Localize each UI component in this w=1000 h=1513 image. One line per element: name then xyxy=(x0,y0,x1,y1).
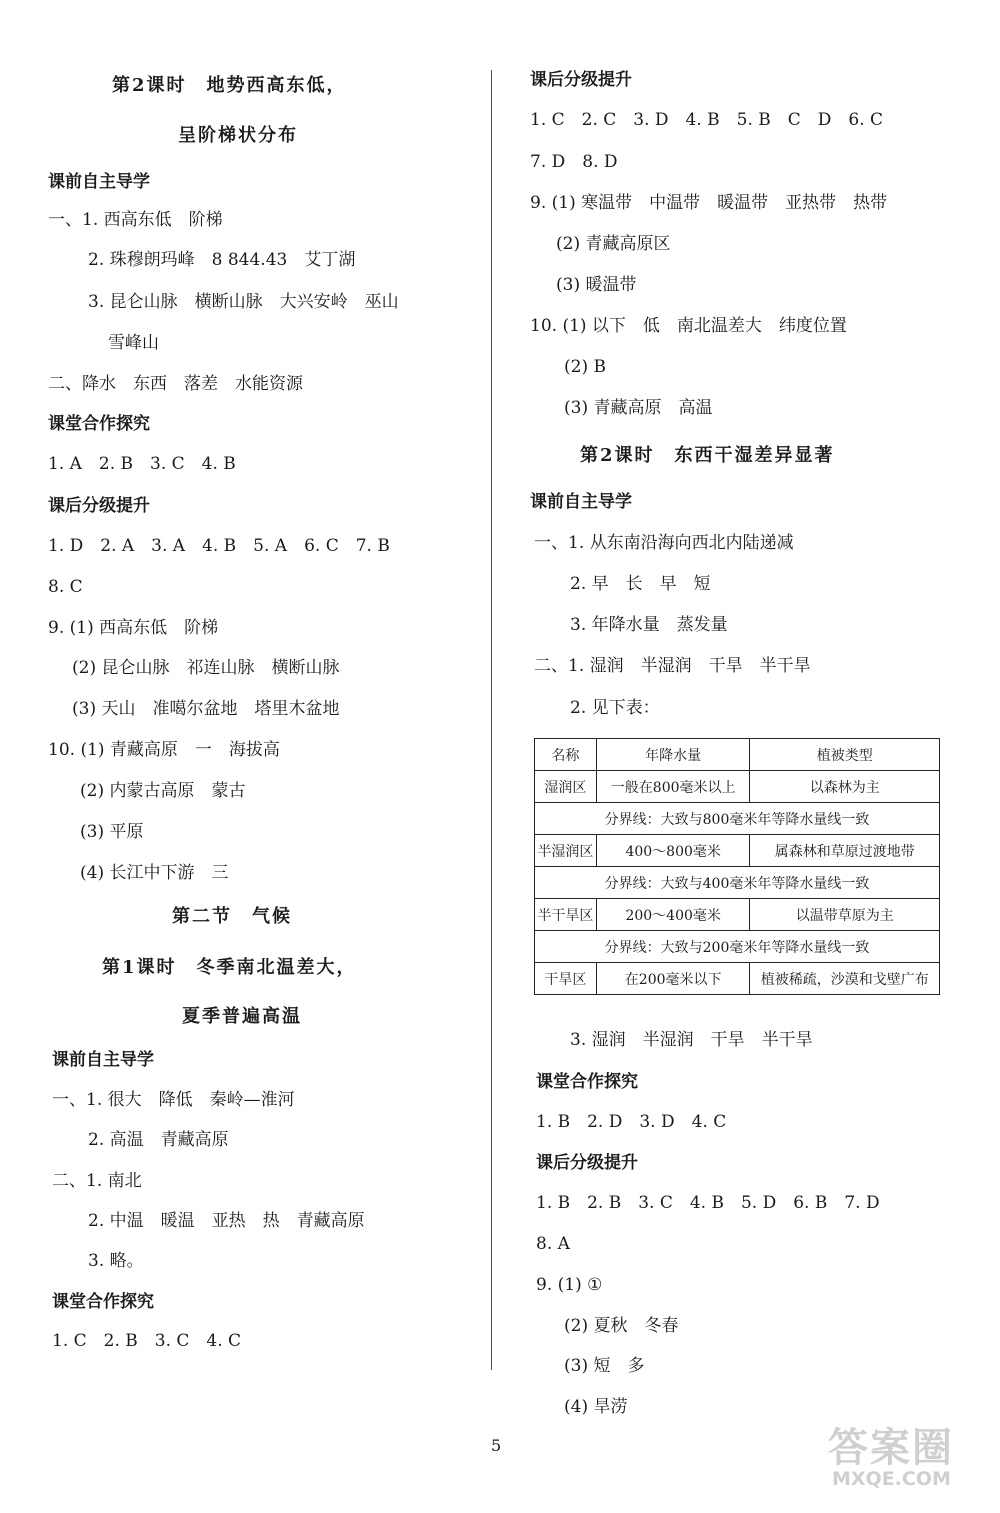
answer-line: (4) 旱涝 xyxy=(564,1397,628,1417)
lesson-title: 第2课时 地势西高东低， xyxy=(112,75,347,96)
watermark-text: 答案圈 xyxy=(828,1425,954,1471)
table-header: 年降水量 xyxy=(596,739,750,771)
boundary-text: 分界线：大致与400毫米年等降水量线一致 xyxy=(535,867,940,899)
answer-line: (2) B xyxy=(564,357,606,377)
section-heading: 课堂合作探究 xyxy=(52,1292,154,1312)
section-heading: 课后分级提升 xyxy=(48,496,150,516)
answer-line: (3) 平原 xyxy=(80,822,144,842)
table-row xyxy=(535,899,940,931)
answer-line: 1. A 2. B 3. C 4. B xyxy=(48,454,236,474)
answer-line: (2) 青藏高原区 xyxy=(556,234,671,254)
answer-line: 8. A xyxy=(536,1234,570,1254)
answer-line: (3) 天山 准噶尔盆地 塔里木盆地 xyxy=(72,699,340,719)
table-header: 植被类型 xyxy=(750,739,940,771)
watermark-logo xyxy=(828,1416,978,1494)
region-name: 半干旱区 xyxy=(535,899,597,931)
region-name: 半湿润区 xyxy=(535,835,597,867)
answer-line: 3. 昆仑山脉 横断山脉 大兴安岭 巫山 xyxy=(88,292,399,312)
section-heading: 课后分级提升 xyxy=(530,70,632,90)
answer-line: 3. 略。 xyxy=(88,1251,144,1271)
lesson-title: 呈阶梯状分布 xyxy=(178,125,298,146)
region-name: 湿润区 xyxy=(535,771,597,803)
section-heading: 课堂合作探究 xyxy=(536,1072,638,1092)
answer-line: 二、1. 湿润 半湿润 干旱 半干旱 xyxy=(534,656,811,676)
answer-line: (3) 青藏高原 高温 xyxy=(564,398,713,418)
section-heading: 课后分级提升 xyxy=(536,1153,638,1173)
answer-line: 7. D 8. D xyxy=(530,152,618,172)
answer-line: 2. 高温 青藏高原 xyxy=(88,1130,229,1150)
answer-line: 2. 中温 暖温 亚热 热 青藏高原 xyxy=(88,1211,365,1231)
answer-line: 雪峰山 xyxy=(108,333,159,353)
vegetation-cell: 以温带草原为主 xyxy=(750,899,940,931)
vegetation-cell: 属森林和草原过渡地带 xyxy=(750,835,940,867)
answer-line: 9. (1) 西高东低 阶梯 xyxy=(48,618,219,638)
answer-line: 8. C xyxy=(48,577,83,597)
answer-line: 二、1. 南北 xyxy=(52,1171,142,1191)
table-row xyxy=(535,771,940,803)
column-divider xyxy=(491,70,492,1370)
watermark-url: MXQE.COM xyxy=(832,1468,951,1490)
table-row xyxy=(535,835,940,867)
answer-line: 1. D 2. A 3. A 4. B 5. A 6. C 7. B xyxy=(48,536,390,556)
region-name: 干旱区 xyxy=(535,963,597,995)
answer-line: 3. 年降水量 蒸发量 xyxy=(570,615,728,635)
vegetation-cell: 以森林为主 xyxy=(750,771,940,803)
answer-line: 10. (1) 青藏高原 一 海拔高 xyxy=(48,740,280,760)
precipitation-cell: 一般在800毫米以上 xyxy=(596,771,750,803)
answer-line: 1. B 2. D 3. D 4. C xyxy=(536,1112,727,1132)
answer-line: (4) 长江中下游 三 xyxy=(80,863,229,883)
answer-line: 一、1. 很大 降低 秦岭—淮河 xyxy=(52,1090,295,1110)
answer-line: 一、1. 从东南沿海向西北内陆递减 xyxy=(534,533,794,553)
answer-line: 2. 见下表： xyxy=(570,698,660,718)
section-heading: 课前自主导学 xyxy=(530,492,632,512)
boundary-text: 分界线：大致与800毫米年等降水量线一致 xyxy=(535,803,940,835)
section-heading: 课前自主导学 xyxy=(48,172,150,192)
answer-line: (2) 昆仑山脉 祁连山脉 横断山脉 xyxy=(72,658,340,678)
answer-line: 2. 珠穆朗玛峰 8 844.43 艾丁湖 xyxy=(88,250,356,270)
answer-line: 2. 早 长 早 短 xyxy=(570,574,711,594)
answer-line: 1. C 2. C 3. D 4. B 5. B C D 6. C xyxy=(530,110,884,130)
precipitation-cell: 400～800毫米 xyxy=(596,835,750,867)
lesson-title: 第1课时 冬季南北温差大， xyxy=(102,957,357,978)
section-title: 第二节 气候 xyxy=(172,906,292,927)
answer-line: 9. (1) ① xyxy=(536,1275,603,1295)
precipitation-cell: 200～400毫米 xyxy=(596,899,750,931)
lesson-title: 夏季普遍高温 xyxy=(182,1006,302,1027)
boundary-row xyxy=(535,931,940,963)
section-heading: 课堂合作探究 xyxy=(48,414,150,434)
boundary-row xyxy=(535,867,940,899)
table-row xyxy=(535,963,940,995)
page-number: 5 xyxy=(491,1436,502,1455)
answer-line: 1. C 2. B 3. C 4. C xyxy=(52,1331,242,1351)
section-heading: 课前自主导学 xyxy=(52,1050,154,1070)
boundary-row xyxy=(535,803,940,835)
table-header: 名称 xyxy=(535,739,597,771)
precipitation-table xyxy=(534,738,940,995)
answer-line: (2) 夏秋 冬春 xyxy=(564,1316,679,1336)
boundary-text: 分界线：大致与200毫米年等降水量线一致 xyxy=(535,931,940,963)
answer-line: 二、降水 东西 落差 水能资源 xyxy=(48,374,303,394)
answer-line: 1. B 2. B 3. C 4. B 5. D 6. B 7. D xyxy=(536,1193,880,1213)
answer-line: (3) 暖温带 xyxy=(556,275,637,295)
answer-line: 一、1. 西高东低 阶梯 xyxy=(48,210,223,230)
answer-line: (2) 内蒙古高原 蒙古 xyxy=(80,781,246,801)
answer-line: 10. (1) 以下 低 南北温差大 纬度位置 xyxy=(530,316,847,336)
precipitation-cell: 在200毫米以下 xyxy=(596,963,750,995)
answer-line: 9. (1) 寒温带 中温带 暖温带 亚热带 热带 xyxy=(530,193,888,213)
lesson-title: 第2课时 东西干湿差异显著 xyxy=(580,445,835,466)
answer-line: (3) 短 多 xyxy=(564,1356,645,1376)
answer-line: 3. 湿润 半湿润 干旱 半干旱 xyxy=(570,1030,813,1050)
vegetation-cell: 植被稀疏，沙漠和戈壁广布 xyxy=(750,963,940,995)
